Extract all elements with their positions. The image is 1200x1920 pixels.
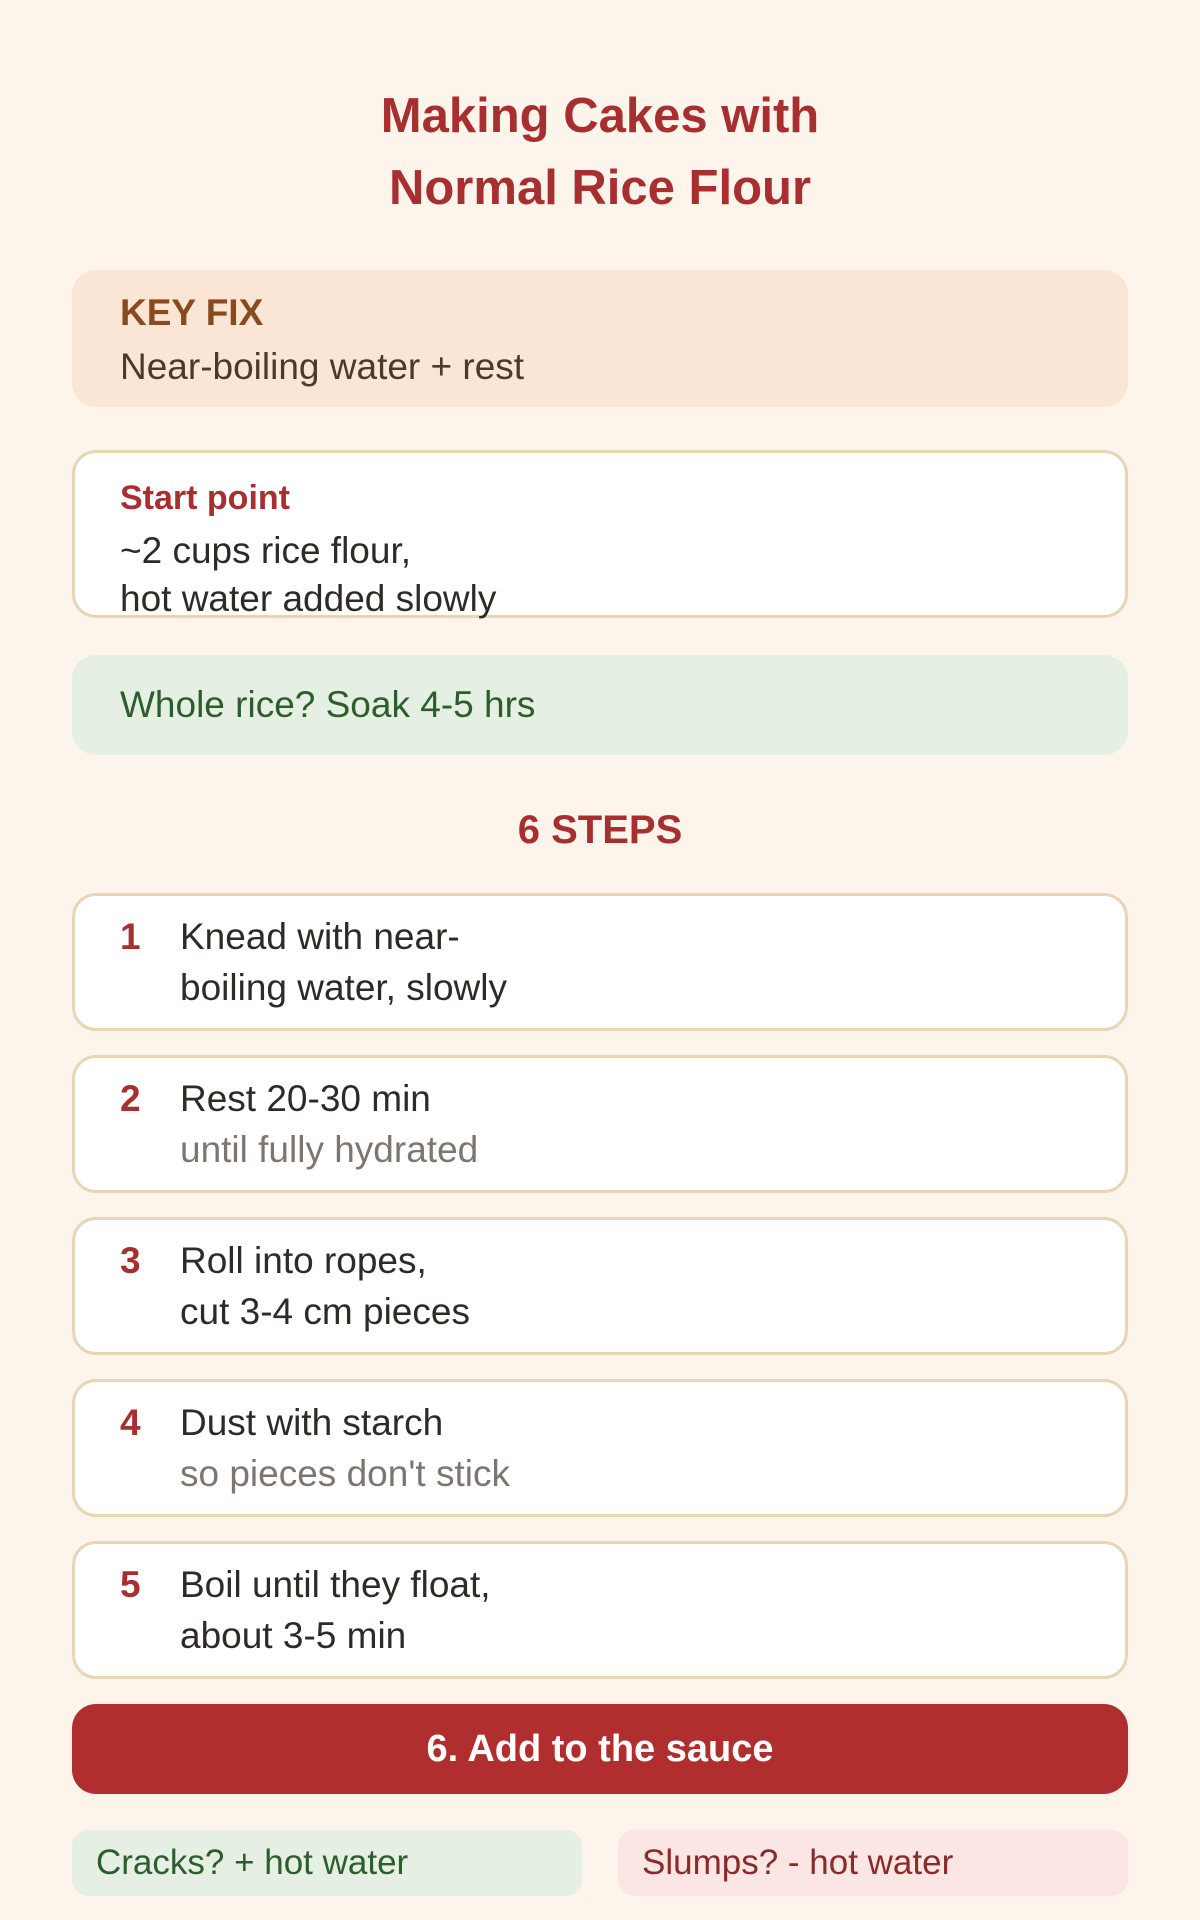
start-point-card bbox=[72, 450, 1128, 618]
step-card-5 bbox=[72, 1541, 1128, 1679]
whole-rice-tip-text: Whole rice? Soak 4-5 hrs bbox=[120, 684, 536, 725]
cracks-tip-chip: Cracks? + hot water bbox=[72, 1830, 582, 1896]
step-card-3 bbox=[72, 1217, 1128, 1355]
title-line-2: Normal Rice Flour bbox=[388, 161, 812, 215]
step-text-primary: Knead with near- bbox=[180, 916, 460, 957]
step-number: 1 bbox=[120, 916, 141, 957]
step-card-2 bbox=[72, 1055, 1128, 1193]
final-step-banner: 6. Add to the sauce bbox=[72, 1704, 1128, 1794]
key-fix-text: Near-boiling water + rest bbox=[120, 346, 525, 387]
step-text-primary: Rest 20-30 min bbox=[180, 1078, 431, 1119]
step-text-secondary: about 3-5 min bbox=[180, 1615, 407, 1656]
page-title bbox=[0, 80, 1200, 224]
key-fix-label: KEY FIX bbox=[120, 292, 264, 333]
step-text-secondary: so pieces don't stick bbox=[180, 1453, 510, 1494]
step-number: 5 bbox=[120, 1564, 141, 1605]
step-number: 4 bbox=[120, 1402, 141, 1443]
step-number: 3 bbox=[120, 1240, 141, 1281]
title-line-1: Making Cakes with bbox=[380, 89, 820, 143]
step-text-secondary: boiling water, slowly bbox=[180, 967, 507, 1008]
step-card-1 bbox=[72, 893, 1128, 1031]
slumps-tip-chip: Slumps? - hot water bbox=[618, 1830, 1128, 1896]
key-fix-card bbox=[72, 270, 1128, 407]
start-point-label: Start point bbox=[120, 479, 290, 517]
step-text-secondary: until fully hydrated bbox=[180, 1129, 479, 1170]
start-point-line-1: ~2 cups rice flour, bbox=[120, 530, 412, 571]
step-number: 2 bbox=[120, 1078, 141, 1119]
step-text-primary: Dust with starch bbox=[180, 1402, 444, 1443]
start-point-line-2: hot water added slowly bbox=[120, 578, 497, 619]
step-text-primary: Boil until they float, bbox=[180, 1564, 491, 1605]
step-text-primary: Roll into ropes, bbox=[180, 1240, 427, 1281]
step-text-secondary: cut 3-4 cm pieces bbox=[180, 1291, 470, 1332]
whole-rice-tip-card bbox=[72, 655, 1128, 755]
steps-heading: 6 STEPS bbox=[517, 808, 683, 852]
step-card-4 bbox=[72, 1379, 1128, 1517]
